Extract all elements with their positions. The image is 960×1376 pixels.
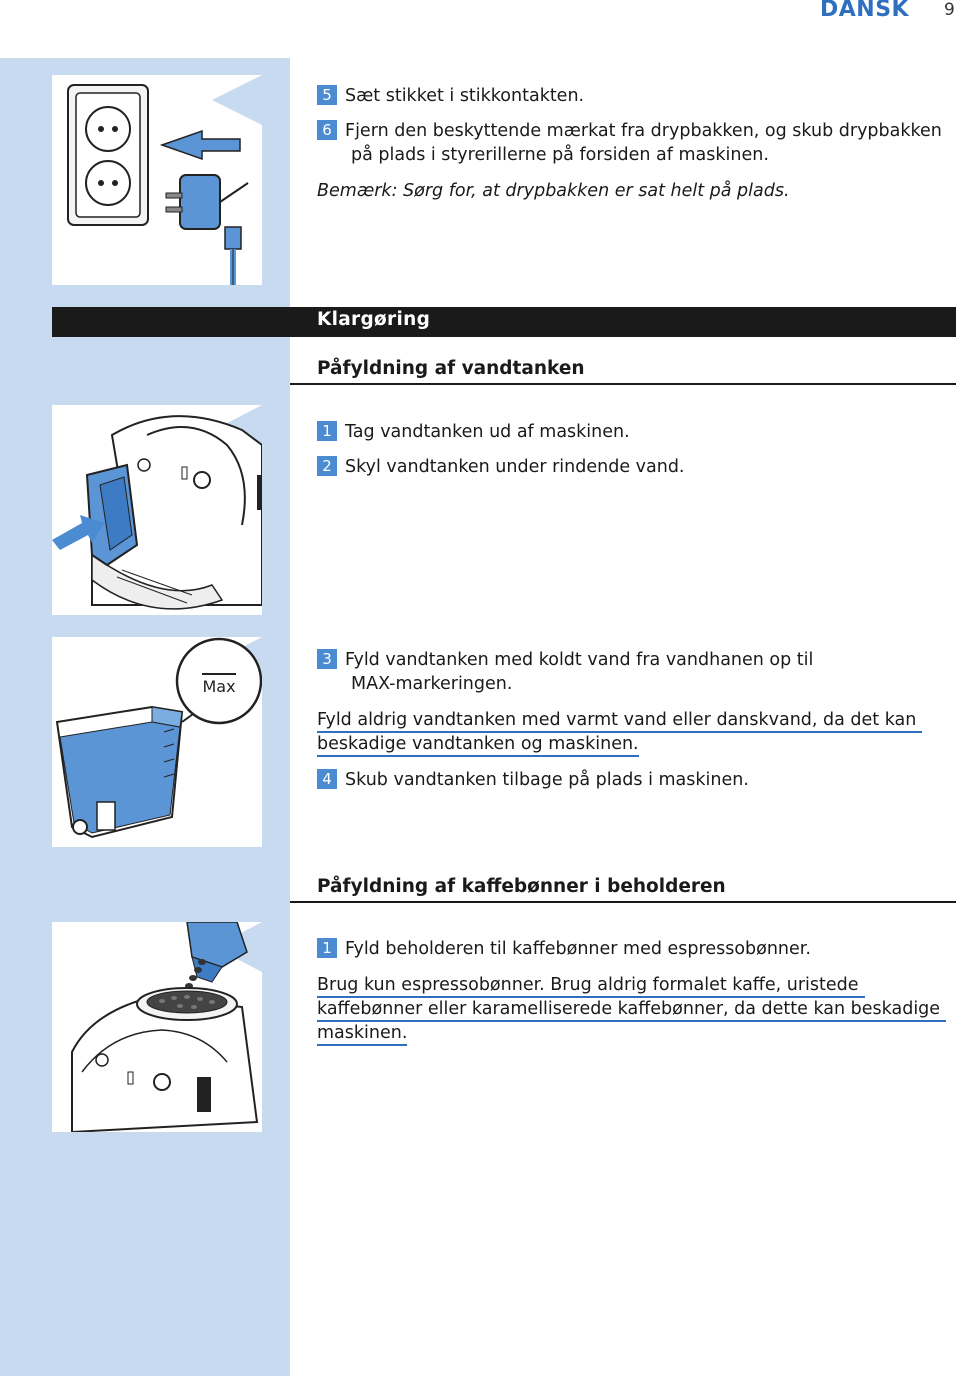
step-number-badge: 1	[317, 938, 337, 958]
step-text: Fjern den beskyttende mærkat fra drypbakken, og skub drypbakken	[345, 121, 942, 141]
language-label: DANSK	[820, 0, 910, 22]
heading-coffee-beans: Påfyldning af kaffebønner i beholderen	[317, 876, 726, 897]
step-4-water	[317, 768, 749, 792]
figure-pour-beans	[52, 922, 262, 1132]
step-text: Sæt stikket i stikkontakten.	[345, 86, 585, 106]
max-label: Max	[202, 677, 236, 696]
figure-plug-socket	[52, 75, 262, 285]
plug-icon	[52, 75, 262, 285]
section-title-bar	[52, 307, 956, 337]
figure-fill-tank	[52, 637, 262, 847]
step-3-water	[317, 648, 813, 672]
section-title: Klargøring	[317, 309, 431, 330]
figure-remove-tank	[52, 405, 262, 615]
warning-water-line1: Fyld aldrig vandtanken med varmt vand eller danskvand, da det kan	[317, 708, 922, 733]
page-number: 9	[944, 0, 955, 20]
warning-beans-line1: Brug kun espressobønner. Brug aldrig formalet kaffe, uristede	[317, 973, 865, 998]
step-number-badge: 2	[317, 456, 337, 476]
step-1-beans	[317, 937, 811, 961]
coffee-machine-icon	[52, 405, 262, 615]
warning-water-line2: beskadige vandtanken og maskinen.	[317, 732, 639, 757]
step-6	[317, 119, 942, 143]
step-number-badge: 6	[317, 120, 337, 140]
water-tank-icon	[52, 637, 262, 847]
step-number-badge: 4	[317, 769, 337, 789]
step-text: Tag vandtanken ud af maskinen.	[345, 422, 630, 442]
step-2-water	[317, 455, 685, 479]
heading-water-tank: Påfyldning af vandtanken	[317, 358, 585, 379]
warning-beans-line3: maskinen.	[317, 1021, 407, 1046]
heading-rule	[290, 383, 956, 385]
step-5	[317, 84, 584, 108]
step-text: Fyld vandtanken med koldt vand fra vandhanen op til	[345, 650, 814, 670]
step-number-badge: 5	[317, 85, 337, 105]
step-6-continuation: på plads i styrerillerne på forsiden af maskinen.	[351, 145, 769, 165]
step-1-water	[317, 420, 630, 444]
step-text: Fyld beholderen til kaffebønner med espressobønner.	[345, 939, 811, 959]
coffee-beans-icon	[52, 922, 262, 1132]
warning-beans-line2: kaffebønner eller karamelliserede kaffebønner, da dette kan beskadige	[317, 997, 946, 1022]
step-text: Skyl vandtanken under rindende vand.	[345, 457, 685, 477]
step-3-continuation: MAX-markeringen.	[351, 674, 513, 694]
step-number-badge: 3	[317, 649, 337, 669]
step-text: Skub vandtanken tilbage på plads i maskinen.	[345, 770, 749, 790]
step-number-badge: 1	[317, 421, 337, 441]
note-text: Bemærk: Sørg for, at drypbakken er sat helt på plads.	[317, 181, 790, 201]
heading-rule	[290, 901, 956, 903]
